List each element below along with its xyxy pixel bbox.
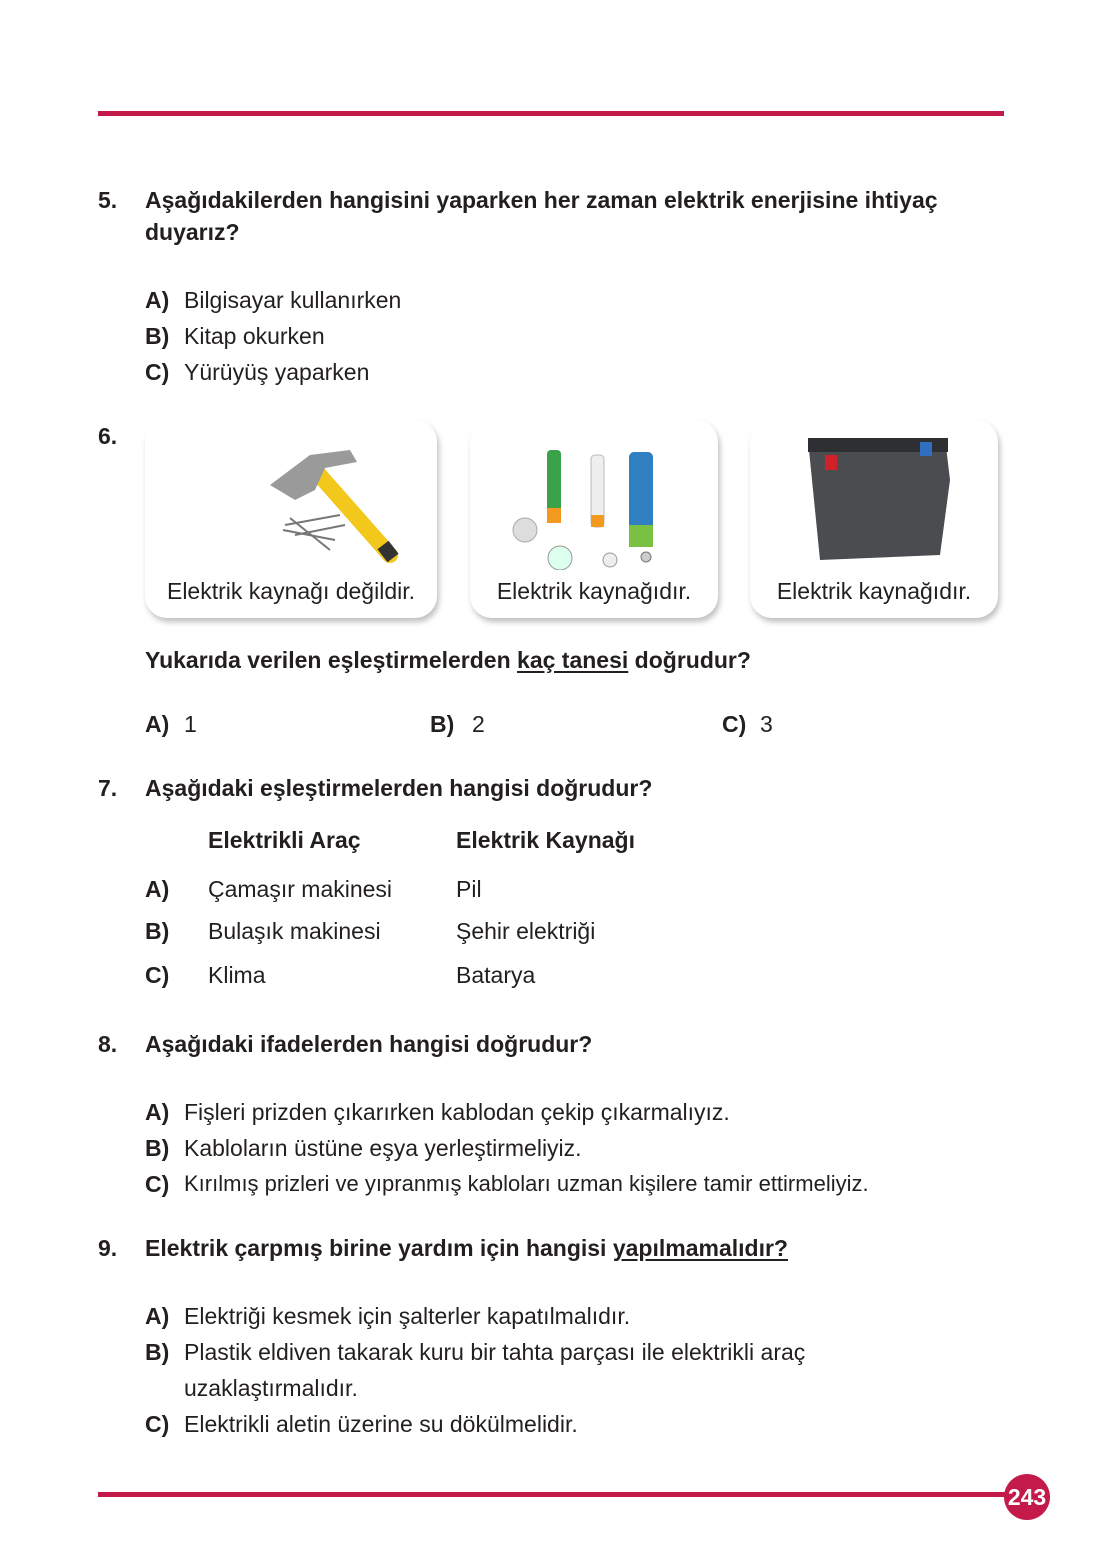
q7-row-c-device: Klima bbox=[208, 962, 266, 988]
bottom-rule bbox=[98, 1492, 1010, 1497]
q6-text-before: Yukarıda verilen eşleştirmelerden bbox=[145, 647, 518, 673]
q6-text-underlined: kaç tanesi bbox=[517, 647, 629, 673]
q5-option-b-label[interactable]: B) bbox=[145, 323, 170, 349]
q9-option-a-label[interactable]: A) bbox=[145, 1303, 170, 1329]
q8-option-b-label[interactable]: B) bbox=[145, 1135, 170, 1161]
q5-option-c-label[interactable]: C) bbox=[145, 359, 170, 385]
q7-row-c-label[interactable]: C) bbox=[145, 962, 170, 988]
q6-option-a-label[interactable]: A) bbox=[145, 711, 170, 737]
q9-option-b-line2[interactable]: uzaklaştırmalıdır. bbox=[184, 1375, 358, 1401]
q5-option-a-label[interactable]: A) bbox=[145, 287, 170, 313]
q9-text-underlined: yapılmamalıdır? bbox=[612, 1235, 788, 1261]
q6-number: 6. bbox=[98, 423, 118, 449]
q8-option-a[interactable]: Fişleri prizden çıkarırken kablodan çekip çıkarmalıyız. bbox=[184, 1099, 730, 1125]
hammer-nails-icon bbox=[145, 430, 437, 570]
q8-option-b[interactable]: Kabloların üstüne eşya yerleştirmeliyiz. bbox=[184, 1135, 582, 1161]
q9-option-b[interactable]: Plastik eldiven takarak kuru bir tahta parçası ile elektrikli araç bbox=[184, 1339, 806, 1365]
car-battery-icon bbox=[750, 430, 998, 570]
q8-option-c-label[interactable]: C) bbox=[145, 1171, 170, 1197]
top-rule bbox=[98, 111, 1004, 116]
q8-text: Aşağıdaki ifadelerden hangisi doğrudur? bbox=[145, 1031, 593, 1057]
q7-row-c-source: Batarya bbox=[456, 962, 536, 988]
q5-option-a[interactable]: Bilgisayar kullanırken bbox=[184, 287, 402, 313]
q9-text-before: Elektrik çarpmış birine yardım için hangisi bbox=[145, 1235, 613, 1261]
q8-option-c[interactable]: Kırılmış prizleri ve yıpranmış kabloları uzman kişilere tamir ettirmeliyiz. bbox=[184, 1171, 869, 1196]
card-batteries bbox=[470, 420, 718, 618]
q9-option-c[interactable]: Elektrikli aletin üzerine su dökülmelidir. bbox=[184, 1411, 578, 1437]
q6-option-b[interactable]: 2 bbox=[472, 711, 485, 737]
q7-row-a-source: Pil bbox=[456, 876, 482, 902]
q8-number: 8. bbox=[98, 1031, 118, 1057]
q6-option-c[interactable]: 3 bbox=[760, 711, 773, 737]
q7-number: 7. bbox=[98, 775, 118, 801]
q6-option-b-label[interactable]: B) bbox=[430, 711, 455, 737]
card-batteries-caption: Elektrik kaynağıdır. bbox=[496, 578, 692, 604]
q7-row-b-source: Şehir elektriği bbox=[456, 918, 596, 944]
card-hammer-caption: Elektrik kaynağı değildir. bbox=[166, 578, 415, 604]
q6-question bbox=[145, 645, 751, 675]
q7-row-b-label[interactable]: B) bbox=[145, 918, 170, 944]
q5-option-c[interactable]: Yürüyüş yaparken bbox=[184, 359, 370, 385]
q7-text: Aşağıdaki eşleştirmelerden hangisi doğrudur? bbox=[145, 775, 653, 801]
q5-number: 5. bbox=[98, 187, 118, 213]
q7-col-device-header: Elektrikli Araç bbox=[208, 827, 361, 853]
q7-row-b-device: Bulaşık makinesi bbox=[208, 918, 381, 944]
q9-option-c-label[interactable]: C) bbox=[145, 1411, 170, 1437]
card-car-battery bbox=[750, 420, 998, 618]
card-car-battery-caption: Elektrik kaynağıdır. bbox=[776, 578, 972, 604]
q9-number: 9. bbox=[98, 1235, 118, 1261]
q6-option-c-label[interactable]: C) bbox=[722, 711, 747, 737]
page-number: 243 bbox=[1004, 1474, 1050, 1520]
q9-option-a[interactable]: Elektriği kesmek için şalterler kapatılmalıdır. bbox=[184, 1303, 631, 1329]
q6-text-after: doğrudur? bbox=[628, 647, 751, 673]
q9-question bbox=[145, 1233, 788, 1263]
q5-option-b[interactable]: Kitap okurken bbox=[184, 323, 325, 349]
q6-option-a[interactable]: 1 bbox=[184, 711, 197, 737]
q8-option-a-label[interactable]: A) bbox=[145, 1099, 170, 1125]
q7-row-a-label[interactable]: A) bbox=[145, 876, 170, 902]
q9-option-b-label[interactable]: B) bbox=[145, 1339, 170, 1365]
card-hammer bbox=[145, 420, 437, 618]
q5-text-line2: duyarız? bbox=[145, 219, 240, 245]
q7-row-a-device: Çamaşır makinesi bbox=[208, 876, 393, 902]
batteries-icon bbox=[470, 430, 718, 570]
q7-col-source-header: Elektrik Kaynağı bbox=[456, 827, 635, 853]
q5-text-line1: Aşağıdakilerden hangisini yaparken her zaman elektrik enerjisine ihtiyaç bbox=[145, 187, 938, 213]
